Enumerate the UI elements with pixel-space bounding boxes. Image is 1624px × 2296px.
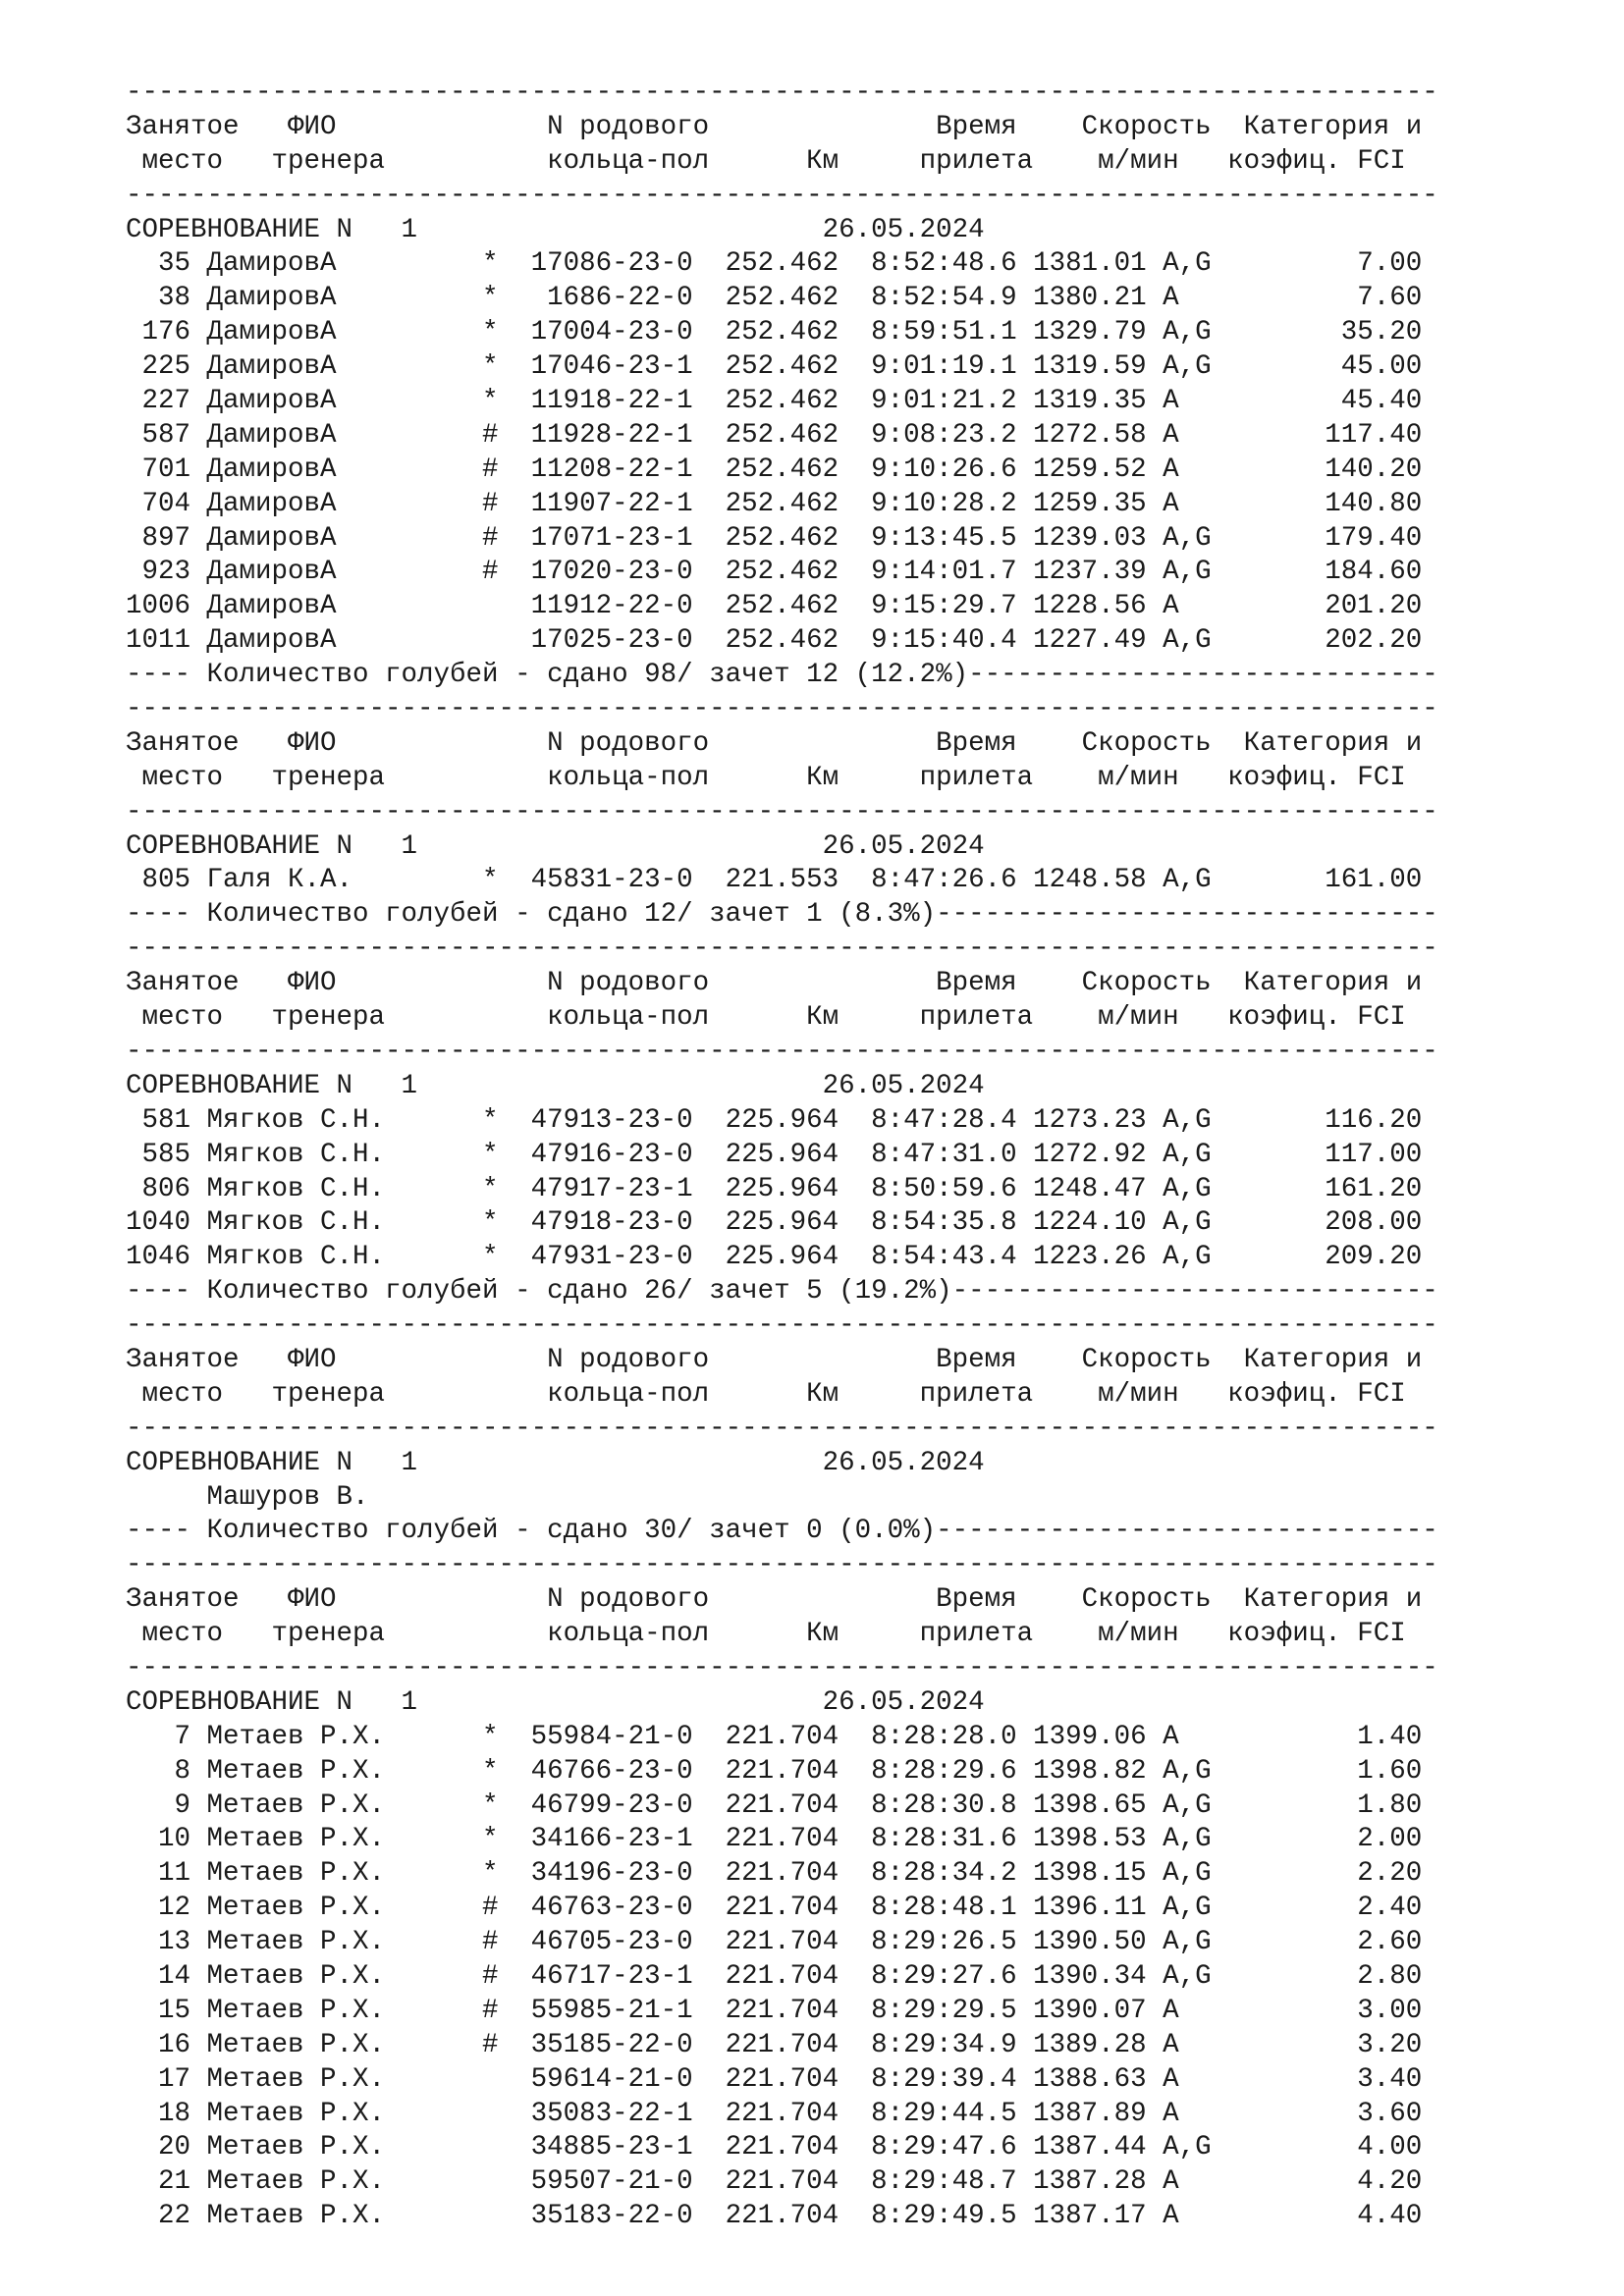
separator-line: --------------------------------------------------------------------------------- bbox=[126, 1652, 1438, 1683]
column-header-line-2: место тренера кольца-пол Км прилета м/мин коэфиц. FCI bbox=[126, 762, 1406, 793]
result-row: 11 Метаев Р.Х. * 34196-23-0 221.704 8:28:34.2 1398.15 A,G 2.20 bbox=[126, 1858, 1423, 1890]
competition-title: СОРЕВНОВАНИЕ N 1 26.05.2024 bbox=[126, 214, 985, 245]
column-header-line-1: Занятое ФИО N родового Время Скорость Категория и bbox=[126, 1584, 1423, 1616]
result-row: 20 Метаев Р.Х. 34885-23-1 221.704 8:29:47.6 1387.44 A,G 4.00 bbox=[126, 2132, 1423, 2163]
result-row: 21 Метаев Р.Х. 59507-21-0 221.704 8:29:48.7 1387.28 A 4.20 bbox=[126, 2166, 1423, 2198]
separator-line: --------------------------------------------------------------------------------- bbox=[126, 180, 1438, 211]
result-row: 15 Метаев Р.Х. # 55985-21-1 221.704 8:29:29.5 1390.07 A 3.00 bbox=[126, 1995, 1423, 2026]
column-header-line-1: Занятое ФИО N родового Время Скорость Категория и bbox=[126, 1344, 1423, 1375]
result-row: 13 Метаев Р.Х. # 46705-23-0 221.704 8:29:26.5 1390.50 A,G 2.60 bbox=[126, 1927, 1423, 1958]
column-header-line-2: место тренера кольца-пол Км прилета м/мин коэфиц. FCI bbox=[126, 1002, 1406, 1034]
result-row: 806 Мягков С.Н. * 47917-23-1 225.964 8:50:59.6 1248.47 A,G 161.20 bbox=[126, 1173, 1423, 1204]
result-row: 1040 Мягков С.Н. * 47918-23-0 225.964 8:54:35.8 1224.10 A,G 208.00 bbox=[126, 1207, 1423, 1239]
result-row: 805 Галя К.А. * 45831-23-0 221.553 8:47:26.6 1248.58 A,G 161.00 bbox=[126, 865, 1423, 896]
summary-line: ---- Количество голубей - сдано 12/ зачет 1 (8.3%)------------------------------- bbox=[126, 899, 1438, 931]
separator-line: --------------------------------------------------------------------------------- bbox=[126, 934, 1438, 965]
result-row: 16 Метаев Р.Х. # 35185-22-0 221.704 8:29:34.9 1389.28 A 3.20 bbox=[126, 2029, 1423, 2060]
result-row: 9 Метаев Р.Х. * 46799-23-0 221.704 8:28:30.8 1398.65 A,G 1.80 bbox=[126, 1789, 1423, 1821]
separator-line: --------------------------------------------------------------------------------- bbox=[126, 1036, 1438, 1067]
summary-line: ---- Количество голубей - сдано 30/ зачет 0 (0.0%)------------------------------- bbox=[126, 1516, 1438, 1547]
result-row: 35 ДамировА * 17086-23-0 252.462 8:52:48.6 1381.01 A,G 7.00 bbox=[126, 248, 1423, 280]
result-row: 585 Мягков С.Н. * 47916-23-0 225.964 8:47:31.0 1272.92 A,G 117.00 bbox=[126, 1139, 1423, 1170]
column-header-line-2: место тренера кольца-пол Км прилета м/мин коэфиц. FCI bbox=[126, 145, 1406, 177]
result-row: 897 ДамировА # 17071-23-1 252.462 9:13:45.5 1239.03 A,G 179.40 bbox=[126, 522, 1423, 554]
result-row: 701 ДамировА # 11208-22-1 252.462 9:10:26.6 1259.52 A 140.20 bbox=[126, 454, 1423, 485]
column-header-line-1: Занятое ФИО N родового Время Скорость Категория и bbox=[126, 968, 1423, 999]
result-row: 18 Метаев Р.Х. 35083-22-1 221.704 8:29:44.5 1387.89 A 3.60 bbox=[126, 2098, 1423, 2129]
result-row: 704 ДамировА # 11907-22-1 252.462 9:10:28.2 1259.35 A 140.80 bbox=[126, 488, 1423, 519]
column-header-line-1: Занятое ФИО N родового Время Скорость Категория и bbox=[126, 727, 1423, 759]
result-row: 1046 Мягков С.Н. * 47931-23-0 225.964 8:54:43.4 1223.26 A,G 209.20 bbox=[126, 1242, 1423, 1273]
result-row: 176 ДамировА * 17004-23-0 252.462 8:59:51.1 1329.79 A,G 35.20 bbox=[126, 317, 1423, 348]
result-row: 7 Метаев Р.Х. * 55984-21-0 221.704 8:28:28.0 1399.06 A 1.40 bbox=[126, 1721, 1423, 1752]
result-row: 1011 ДамировА 17025-23-0 252.462 9:15:40.4 1227.49 A,G 202.20 bbox=[126, 625, 1423, 657]
result-row: 22 Метаев Р.Х. 35183-22-0 221.704 8:29:49.5 1387.17 A 4.40 bbox=[126, 2201, 1423, 2232]
trainer-name: Машуров В. bbox=[126, 1481, 369, 1513]
summary-line: ---- Количество голубей - сдано 26/ зачет 5 (19.2%)------------------------------ bbox=[126, 1276, 1438, 1308]
separator-line: --------------------------------------------------------------------------------- bbox=[126, 1413, 1438, 1444]
results-report bbox=[126, 77, 1438, 2234]
separator-line: --------------------------------------------------------------------------------- bbox=[126, 796, 1438, 828]
separator-line: --------------------------------------------------------------------------------- bbox=[126, 1310, 1438, 1342]
separator-line: --------------------------------------------------------------------------------- bbox=[126, 694, 1438, 725]
result-row: 10 Метаев Р.Х. * 34166-23-1 221.704 8:28:31.6 1398.53 A,G 2.00 bbox=[126, 1824, 1423, 1855]
column-header-line-1: Занятое ФИО N родового Время Скорость Категория и bbox=[126, 111, 1423, 142]
result-row: 14 Метаев Р.Х. # 46717-23-1 221.704 8:29:27.6 1390.34 A,G 2.80 bbox=[126, 1960, 1423, 1992]
competition-title: СОРЕВНОВАНИЕ N 1 26.05.2024 bbox=[126, 1070, 985, 1101]
column-header-line-2: место тренера кольца-пол Км прилета м/мин коэфиц. FCI bbox=[126, 1619, 1406, 1650]
competition-title: СОРЕВНОВАНИЕ N 1 26.05.2024 bbox=[126, 1447, 985, 1478]
result-row: 587 ДамировА # 11928-22-1 252.462 9:08:23.2 1272.58 A 117.40 bbox=[126, 419, 1423, 451]
result-row: 38 ДамировА * 1686-22-0 252.462 8:52:54.9 1380.21 A 7.60 bbox=[126, 283, 1423, 314]
result-row: 1006 ДамировА 11912-22-0 252.462 9:15:29.7 1228.56 A 201.20 bbox=[126, 591, 1423, 622]
column-header-line-2: место тренера кольца-пол Км прилета м/мин коэфиц. FCI bbox=[126, 1378, 1406, 1410]
summary-line: ---- Количество голубей - сдано 98/ зачет 12 (12.2%)----------------------------- bbox=[126, 660, 1438, 691]
result-row: 923 ДамировА # 17020-23-0 252.462 9:14:01.7 1237.39 A,G 184.60 bbox=[126, 557, 1423, 588]
competition-title: СОРЕВНОВАНИЕ N 1 26.05.2024 bbox=[126, 1686, 985, 1718]
separator-line: --------------------------------------------------------------------------------- bbox=[126, 78, 1438, 108]
result-row: 225 ДамировА * 17046-23-1 252.462 9:01:19.1 1319.59 A,G 45.00 bbox=[126, 351, 1423, 383]
result-row: 17 Метаев Р.Х. 59614-21-0 221.704 8:29:39.4 1388.63 A 3.40 bbox=[126, 2063, 1423, 2095]
result-row: 12 Метаев Р.Х. # 46763-23-0 221.704 8:28:48.1 1396.11 A,G 2.40 bbox=[126, 1893, 1423, 1924]
result-row: 227 ДамировА * 11918-22-1 252.462 9:01:21.2 1319.35 A 45.40 bbox=[126, 386, 1423, 417]
result-row: 8 Метаев Р.Х. * 46766-23-0 221.704 8:28:29.6 1398.82 A,G 1.60 bbox=[126, 1755, 1423, 1787]
competition-title: СОРЕВНОВАНИЕ N 1 26.05.2024 bbox=[126, 830, 985, 862]
separator-line: --------------------------------------------------------------------------------- bbox=[126, 1550, 1438, 1581]
result-row: 581 Мягков С.Н. * 47913-23-0 225.964 8:47:28.4 1273.23 A,G 116.20 bbox=[126, 1104, 1423, 1136]
